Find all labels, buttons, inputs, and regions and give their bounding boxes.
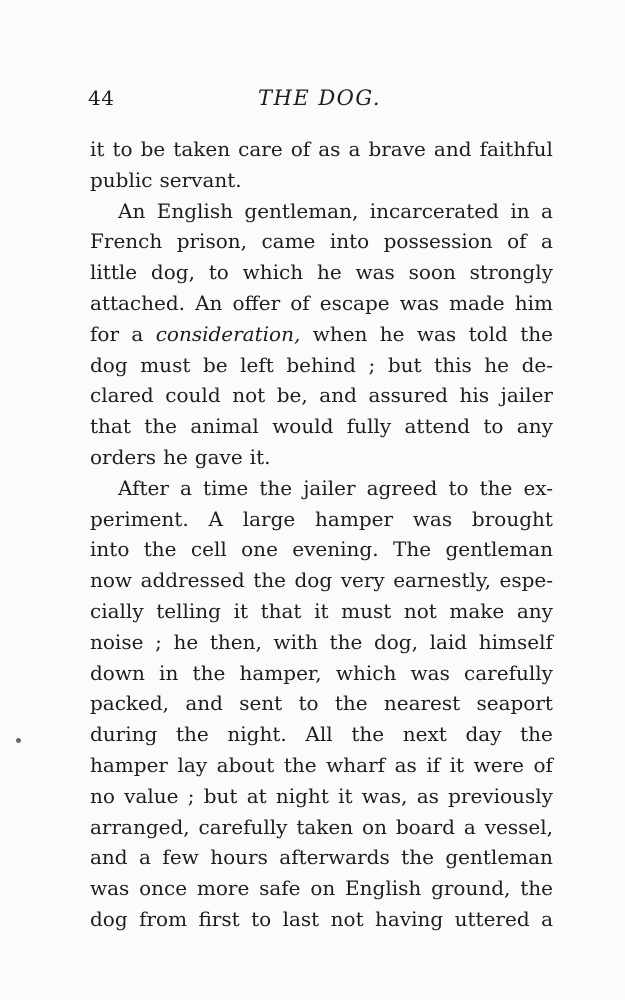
word: clared [90, 383, 154, 408]
word: with [273, 629, 318, 654]
word: incarcerated [369, 198, 499, 223]
word: the [401, 845, 434, 870]
text-line [90, 226, 553, 257]
word: espe- [499, 568, 553, 593]
word: he [316, 260, 342, 285]
word: it [90, 137, 105, 161]
word: to [483, 414, 504, 439]
word: for [90, 321, 120, 346]
word: gentleman [445, 537, 553, 562]
text-line [90, 719, 553, 750]
word: he [163, 444, 188, 469]
word: a [541, 229, 553, 254]
word: An [195, 290, 223, 315]
word: little [90, 260, 138, 285]
text-line [90, 504, 553, 535]
word: in [510, 198, 530, 223]
word: this [434, 352, 472, 377]
word: was [90, 876, 130, 901]
text-line [90, 473, 553, 504]
word: hamper, [239, 660, 322, 685]
word: sent [239, 691, 283, 716]
word: the [253, 568, 286, 593]
word: now [90, 568, 133, 593]
word: servant. [159, 167, 242, 192]
word: the [351, 722, 385, 747]
word: cially [90, 598, 144, 623]
word: fully [346, 414, 392, 439]
word: be, [276, 383, 308, 408]
word: made [449, 290, 505, 315]
word: about [216, 752, 275, 777]
text-line [90, 134, 553, 165]
word: which [335, 660, 397, 685]
word: day [465, 722, 502, 747]
word: packed, [90, 691, 170, 716]
word: he [173, 629, 199, 654]
word: jailer [500, 383, 553, 408]
word: dog [90, 906, 128, 931]
word: during [90, 722, 158, 747]
word: into [329, 229, 370, 254]
word: it [314, 598, 329, 623]
word: the [144, 414, 177, 439]
word: first [198, 906, 240, 931]
word: earnestly, [393, 568, 491, 593]
word: not [232, 383, 266, 408]
word: himself [478, 629, 553, 654]
word: prison, [176, 229, 247, 254]
word: a [541, 198, 553, 223]
word: nearest [383, 691, 461, 716]
text-line [90, 781, 553, 812]
word: French [90, 229, 163, 254]
word: noise [90, 629, 144, 654]
word: that [90, 414, 131, 439]
word: arranged, [90, 814, 190, 839]
text-line [90, 750, 553, 781]
word: as [318, 137, 341, 161]
word: After [118, 475, 169, 500]
word: attached. [90, 290, 185, 315]
word: afterwards [279, 845, 390, 870]
word: a [139, 845, 151, 870]
word: and [185, 691, 223, 716]
word: telling [156, 598, 221, 623]
word: attend [404, 414, 471, 439]
word: was, [361, 783, 408, 808]
text-line [90, 596, 553, 627]
word: on [362, 814, 387, 839]
word: to [298, 691, 319, 716]
word: it [233, 598, 248, 623]
word: make [449, 598, 505, 623]
text-line [90, 350, 553, 381]
word: the [329, 629, 363, 654]
word: night. [227, 722, 287, 747]
word: next [402, 722, 447, 747]
word: the [143, 537, 177, 562]
word: de- [521, 352, 553, 377]
word: The [392, 537, 432, 562]
word: laid [429, 629, 468, 654]
word: as [416, 783, 439, 808]
word: a [131, 321, 144, 346]
word: more [196, 876, 250, 901]
word: lay [177, 752, 208, 777]
word: and [433, 137, 472, 161]
word: dog [90, 352, 128, 377]
word: ; [155, 629, 162, 654]
word: time [203, 475, 249, 500]
word: it [338, 783, 353, 808]
text-line [90, 565, 553, 596]
word: one [241, 537, 278, 562]
word: a [541, 906, 553, 931]
word: gentleman [445, 845, 553, 870]
word: the [192, 660, 226, 685]
page-header [88, 86, 548, 116]
word: of [533, 752, 553, 777]
word: a [463, 814, 476, 839]
word: soon [408, 260, 456, 285]
word: no [90, 783, 115, 808]
word: orders [90, 444, 157, 469]
word: ; [368, 352, 376, 377]
text-line [90, 842, 553, 873]
word: the [520, 321, 553, 346]
word: public [90, 167, 153, 192]
word: of [290, 290, 310, 315]
word: any [516, 414, 553, 439]
word: not [330, 906, 364, 931]
word: and [90, 845, 128, 870]
word: must [140, 352, 191, 377]
word: carefully [198, 814, 288, 839]
word: be [140, 137, 166, 161]
word: of [507, 229, 527, 254]
word: was [410, 660, 450, 685]
word: to [448, 475, 469, 500]
word: value [124, 783, 179, 808]
word: into [90, 537, 130, 562]
word: gave [194, 444, 243, 469]
word: on [310, 876, 336, 901]
word: English [345, 876, 422, 901]
word: was [399, 290, 440, 315]
word: uttered [454, 906, 530, 931]
word: which [242, 260, 304, 285]
text-line [90, 812, 553, 843]
word: vessel, [484, 814, 553, 839]
word: when [312, 321, 368, 346]
word: from [139, 906, 188, 931]
word: any [516, 598, 553, 623]
word: not [403, 598, 437, 623]
word: his [459, 383, 490, 408]
word: A [208, 506, 223, 531]
word: jailer [303, 475, 356, 500]
word: brought [471, 506, 553, 531]
word: dog, [373, 629, 418, 654]
word: the [520, 876, 553, 901]
word: him [514, 290, 553, 315]
word: taken [173, 137, 231, 161]
word: An [118, 198, 146, 223]
word: hamper [90, 752, 168, 777]
word: to [112, 137, 133, 161]
word: at [246, 783, 267, 808]
word: the [479, 475, 513, 500]
word: strongly [469, 260, 553, 285]
word: down [90, 660, 145, 685]
word: the [175, 722, 209, 747]
word: having [375, 906, 444, 931]
text-line [90, 165, 553, 196]
word: ; [187, 783, 195, 808]
word: the [520, 722, 553, 747]
word: once [139, 876, 188, 901]
word: was [412, 506, 453, 531]
word: ground, [431, 876, 511, 901]
word: brave [368, 137, 426, 161]
word: cell [190, 537, 227, 562]
word: addressed [140, 568, 245, 593]
word: English [156, 198, 233, 223]
word: dog [294, 568, 333, 593]
word: as [394, 752, 417, 777]
word: escape [319, 290, 390, 315]
word: a [348, 137, 361, 161]
word: previously [448, 783, 553, 808]
word: left [240, 352, 274, 377]
word: last [282, 906, 320, 931]
word: could [165, 383, 221, 408]
word: must [341, 598, 392, 623]
word: animal [190, 414, 259, 439]
word: wharf [326, 752, 386, 777]
word: night [275, 783, 329, 808]
text-line [90, 288, 553, 319]
word: it [449, 752, 465, 777]
text-line [90, 257, 553, 288]
word: told [468, 321, 508, 346]
word: but [203, 783, 238, 808]
word: if [426, 752, 441, 777]
word: was [416, 321, 457, 346]
word: offer [232, 290, 281, 315]
word: and [319, 383, 357, 408]
word: hamper [315, 506, 394, 531]
word: then, [209, 629, 262, 654]
word: board [395, 814, 455, 839]
text-line [90, 658, 553, 689]
text-line [90, 627, 553, 658]
word: carefully [464, 660, 553, 685]
word: came [261, 229, 316, 254]
word: very [340, 568, 385, 593]
word: safe [259, 876, 301, 901]
text-line [90, 904, 553, 935]
word: dog, [150, 260, 195, 285]
word: that [260, 598, 302, 623]
word: of [290, 137, 311, 161]
word: All [305, 722, 333, 747]
body-text [90, 134, 553, 935]
word: the [259, 475, 293, 500]
word: he [379, 321, 405, 346]
word: gentleman, [244, 198, 359, 223]
word: agreed [366, 475, 438, 500]
word: would [272, 414, 334, 439]
word: a [180, 475, 192, 500]
word: ex- [523, 475, 553, 500]
word: taken [296, 814, 354, 839]
word: behind [286, 352, 356, 377]
word: but [387, 352, 422, 377]
text-line [90, 534, 553, 565]
word: periment. [90, 506, 189, 531]
word: evening. [292, 537, 379, 562]
margin-speck [16, 738, 21, 743]
running-title: THE DOG. [258, 86, 382, 110]
word: possession [383, 229, 493, 254]
word: few [162, 845, 199, 870]
text-line [90, 411, 553, 442]
text-line [90, 873, 553, 904]
text-line [90, 442, 553, 473]
word: the [334, 691, 368, 716]
page-number: 44 [88, 86, 115, 110]
text-line [90, 380, 553, 411]
text-line [90, 688, 553, 719]
word: hours [210, 845, 268, 870]
word: the [283, 752, 317, 777]
word: in [159, 660, 179, 685]
word: large [242, 506, 296, 531]
word: be [202, 352, 228, 377]
word: consideration, [155, 321, 301, 346]
word: to [208, 260, 229, 285]
text-line [90, 319, 553, 350]
word: faithful [479, 137, 553, 161]
word: he [484, 352, 510, 377]
word: care [238, 137, 283, 161]
word: to [251, 906, 272, 931]
text-line [90, 196, 553, 227]
word: seaport [476, 691, 553, 716]
word: assured [368, 383, 448, 408]
word: were [473, 752, 524, 777]
word: was [355, 260, 395, 285]
word: it. [249, 444, 271, 469]
